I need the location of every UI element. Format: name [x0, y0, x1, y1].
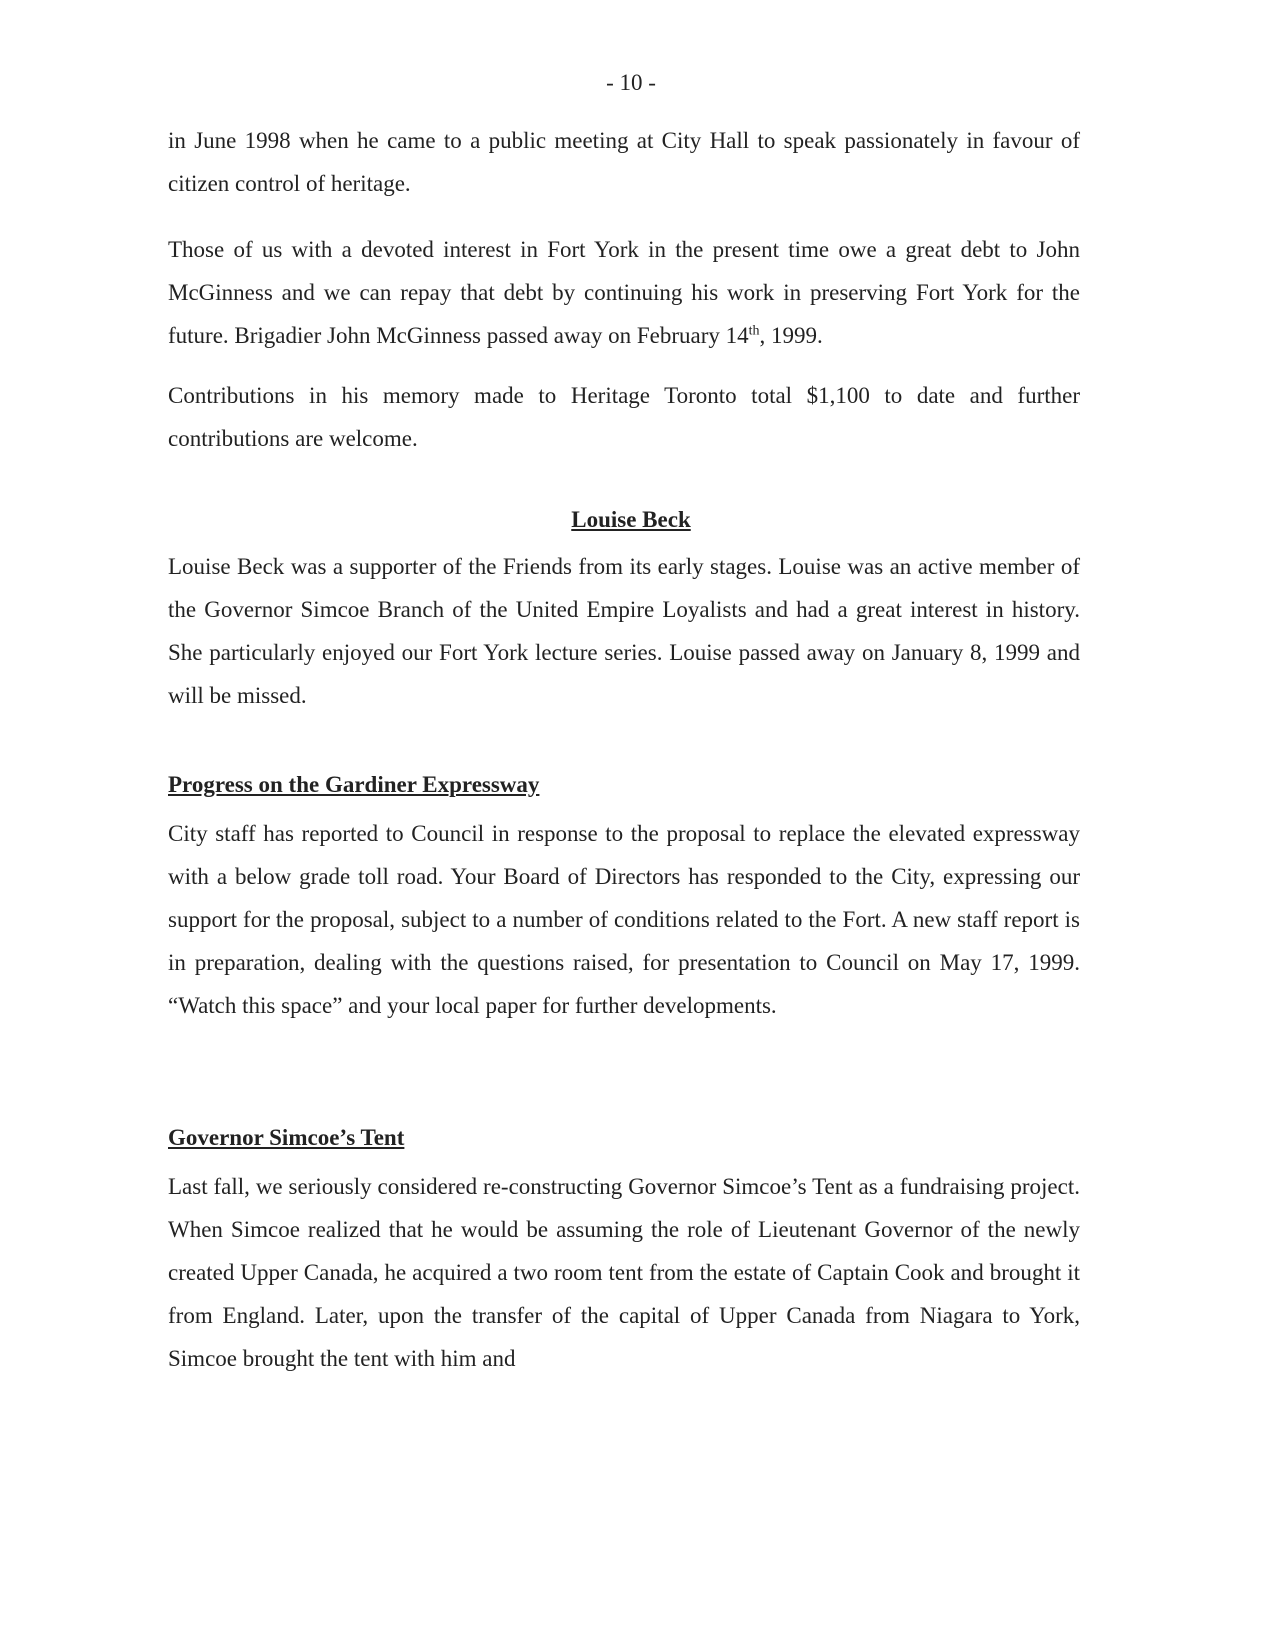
heading-simcoe-tent: Governor Simcoe’s Tent	[168, 1125, 405, 1150]
ordinal-suffix: th	[748, 323, 760, 339]
paragraph-louise-beck: Louise Beck was a supporter of the Friends from its early stages. Louise was an active member of the Governor Simcoe Branch of the United Empire Loyalists and had a great interest in history. She particularly enjoyed our Fort York lecture series. Louise passed away on January 8, 1999 and will be missed.	[168, 554, 1080, 708]
paragraph-text: Those of us with a devoted interest in Fort York in the present time owe a great debt to John McGinness and we can repay that debt by continuing his work in preserving Fort York for the future. Brigadier John McGinness passed away on February 14	[168, 237, 1080, 348]
page-number: - 10 -	[606, 70, 656, 95]
paragraph-mcginness-debt	[168, 228, 1080, 357]
paragraph-text-end: , 1999.	[759, 323, 823, 348]
paragraph-gardiner: City staff has reported to Council in response to the proposal to replace the elevated expressway with a below grade toll road. Your Board of Directors has responded to the City, expressing our support for the proposal, subject to a number of conditions related to the Fort. A new staff report is in preparation, dealing with the questions raised, for presentation to Council on May 17, 1999. “Watch this space” and your local paper for further developments.	[168, 821, 1080, 1018]
heading-gardiner-expressway: Progress on the Gardiner Expressway	[168, 772, 540, 797]
paragraph-contributions: Contributions in his memory made to Heritage Toronto total $1,100 to date and further contributions are welcome.	[168, 383, 1080, 451]
paragraph-june-1998: in June 1998 when he came to a public meeting at City Hall to speak passionately in favour of citizen control of heritage.	[168, 128, 1080, 196]
paragraph-simcoe-tent: Last fall, we seriously considered re-constructing Governor Simcoe’s Tent as a fundraising project. When Simcoe realized that he would be assuming the role of Lieutenant Governor of the newly created Upper Canada, he acquired a two room tent from the estate of Captain Cook and brought it from England. Later, upon the transfer of the capital of Upper Canada from Niagara to York, Simcoe brought the tent with him and	[168, 1174, 1080, 1371]
heading-louise-beck: Louise Beck	[571, 507, 691, 532]
